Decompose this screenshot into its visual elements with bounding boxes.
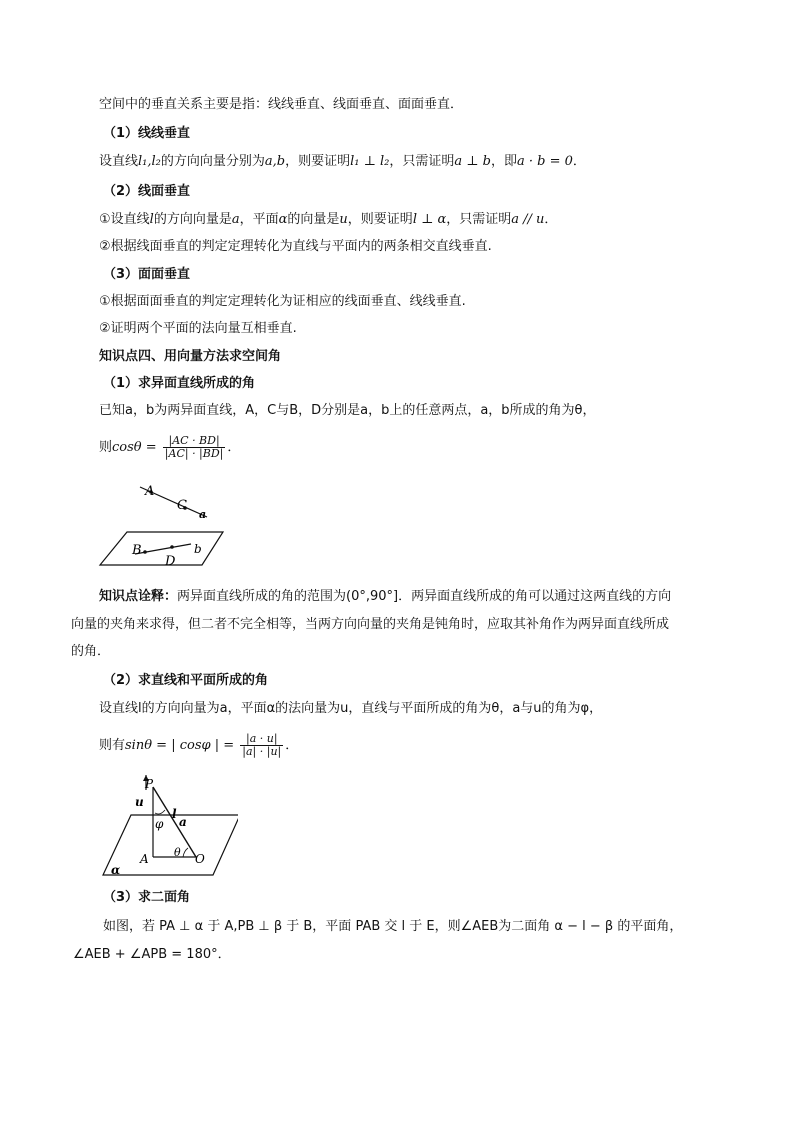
label-alpha: α — [111, 863, 121, 877]
section-heading-line-line: （1）线线垂直 — [103, 126, 191, 141]
label-A: A — [145, 484, 155, 499]
cos-fraction: $\frac{|AC \cdot BD|}{|AC| \cdot |BD|}$ — [164, 434, 224, 460]
note-line-3: 的角． — [71, 644, 111, 659]
plane — [100, 532, 223, 565]
label-u: u — [135, 795, 144, 809]
label-a: a — [179, 815, 187, 829]
plane-plane-text-1: ①根据面面垂直的判定定理转化为证相应的线面垂直、线线垂直. — [99, 294, 466, 309]
subsection-skew-lines: （1）求异面直线所成的角 — [103, 376, 256, 391]
sin-formula: 则有sinθ = | cosφ | = $\frac{|a \cdot u|}{|a| \cdot |u|}$ ． — [99, 732, 299, 758]
label-b: b — [194, 542, 202, 556]
section-heading-line-plane: （2）线面垂直 — [103, 184, 191, 199]
section-heading-plane-plane: （3）面面垂直 — [103, 267, 191, 282]
cos-formula: 则cosθ = $\frac{|AC \cdot BD|}{|AC| \cdot |BD|}$ ． — [99, 434, 241, 460]
note-line-1: 知识点诠释：两异面直线所成的角的范围为(0°,90°]．两异面直线所成的角可以通过这两直线的方向 — [99, 589, 672, 604]
label-a: a — [199, 508, 207, 521]
label-O: O — [195, 852, 205, 866]
knowledge-point-4-heading: 知识点四、用向量方法求空间角 — [99, 349, 282, 364]
line-plane-angle-figure — [98, 775, 238, 880]
phi-arc — [155, 810, 165, 814]
label-B: B — [132, 543, 142, 558]
point-D — [170, 545, 174, 549]
line-plane-text-1: ①设直线l的方向向量是a，平面α的向量是u，则要证明l ⊥ α，只需证明a // u． — [99, 212, 558, 227]
skew-lines-text: 已知a，b为两异面直线，A，C与B，D分别是a，b上的任意两点，a，b所成的角为θ， — [99, 403, 596, 418]
label-theta: θ — [174, 846, 181, 859]
label-A: A — [140, 852, 149, 866]
label-phi: φ — [155, 817, 164, 831]
theta-arc — [183, 848, 188, 857]
line-plane-text-2: ②根据线面垂直的判定定理转化为直线与平面内的两条相交直线垂直. — [99, 239, 492, 254]
point-B — [143, 550, 147, 554]
note-line-2: 向量的夹角来求得，但二者不完全相等，当两方向向量的夹角是钝角时，应取其补角作为两异面直线所成 — [71, 617, 670, 632]
subsection-dihedral-angle: （3）求二面角 — [103, 890, 191, 905]
line-line-text: 设直线l₁,l₂的方向向量分别为a,b，则要证明l₁ ⊥ l₂，只需证明a ⊥ b，即a · b = 0． — [99, 154, 586, 169]
label-C: C — [177, 498, 187, 513]
plane-alpha — [103, 815, 238, 875]
dihedral-text-1: 如图，若 PA ⊥ α 于 A,PB ⊥ β 于 B，平面 PAB 交 l 于 E，则∠AEB为二面角 α − l − β 的平面角， — [103, 919, 683, 934]
label-D: D — [165, 554, 176, 569]
skew-lines-figure — [95, 478, 235, 573]
intro-text: 空间中的垂直关系主要是指：线线垂直、线面垂直、面面垂直． — [99, 97, 464, 112]
subsection-line-plane-angle: （2）求直线和平面所成的角 — [103, 673, 269, 688]
label-l: l — [172, 807, 177, 821]
line-plane-angle-text: 设直线l的方向向量为a，平面α的法向量为u，直线与平面所成的角为θ，a与u的角为φ， — [99, 701, 603, 716]
label-P: P — [145, 777, 154, 791]
dihedral-text-2: ∠AEB + ∠APB = 180°． — [73, 947, 231, 962]
plane-plane-text-2: ②证明两个平面的法向量互相垂直. — [99, 321, 297, 336]
sin-fraction: $\frac{|a \cdot u|}{|a| \cdot |u|}$ — [242, 732, 282, 758]
